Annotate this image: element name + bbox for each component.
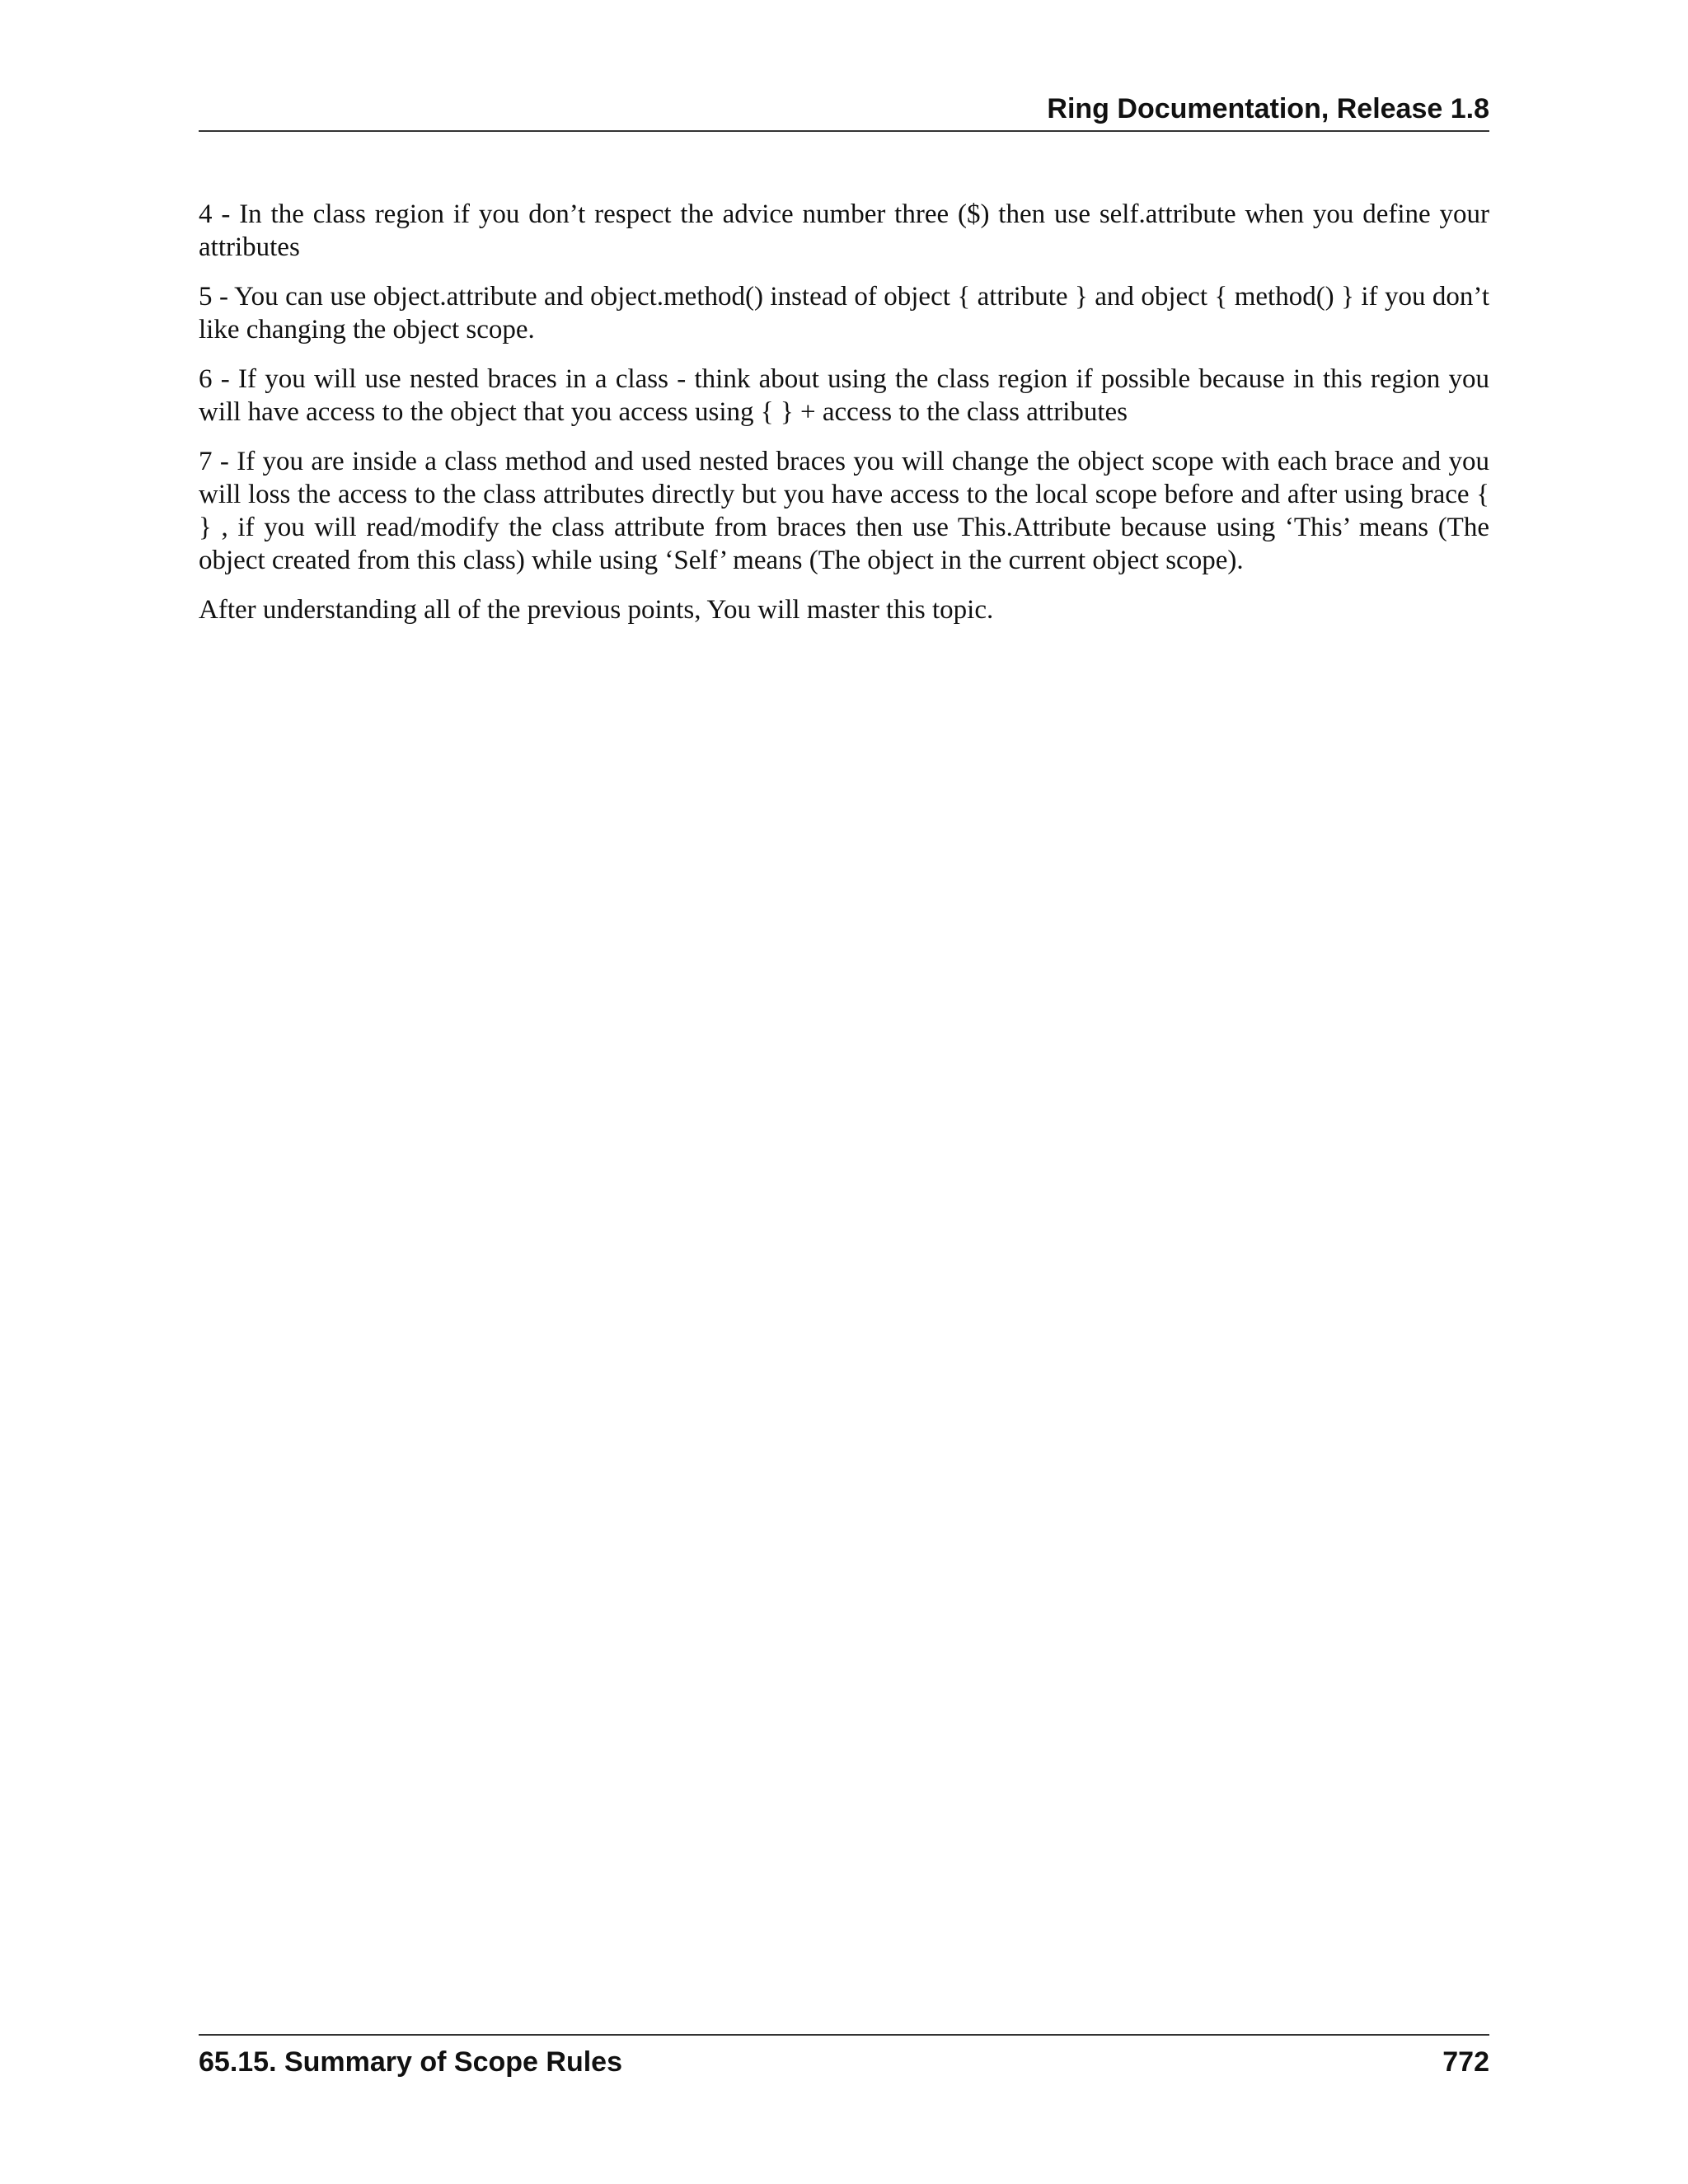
paragraph-advice-7: 7 - If you are inside a class method and used nested braces you will change the object scope with each brace and you will loss the access to the class attributes directly but you have access to the local scope before and after using brace { } , if you will read/modify the class attribute from braces then use This.Attribute because using ‘This’ means (The object created from this class) while using ‘Self’ means (The object in the current object scope). <box>199 447 1489 575</box>
page-header <box>199 92 1489 132</box>
paragraph-advice-6: 6 - If you will use nested braces in a class - think about using the class region if possible because in this region you will have access to the object that you access using { } + access to the class attributes <box>199 364 1489 427</box>
paragraph-advice-4: 4 - In the class region if you don’t respect the advice number three ($) then use self.attribute when you define your attributes <box>199 199 1489 262</box>
paragraph-conclusion: After understanding all of the previous points, You will master this topic. <box>199 595 994 625</box>
page-content <box>199 198 1489 643</box>
footer-section-title: 65.15. Summary of Scope Rules <box>199 2046 622 2078</box>
paragraph-advice-5: 5 - You can use object.attribute and object.method() instead of object { attribute } and object { method() } if you don’t like changing the object scope. <box>199 282 1489 344</box>
page-number: 772 <box>1442 2046 1489 2078</box>
document-title: Ring Documentation, Release 1.8 <box>1047 93 1489 124</box>
page-footer <box>199 2034 1489 2080</box>
